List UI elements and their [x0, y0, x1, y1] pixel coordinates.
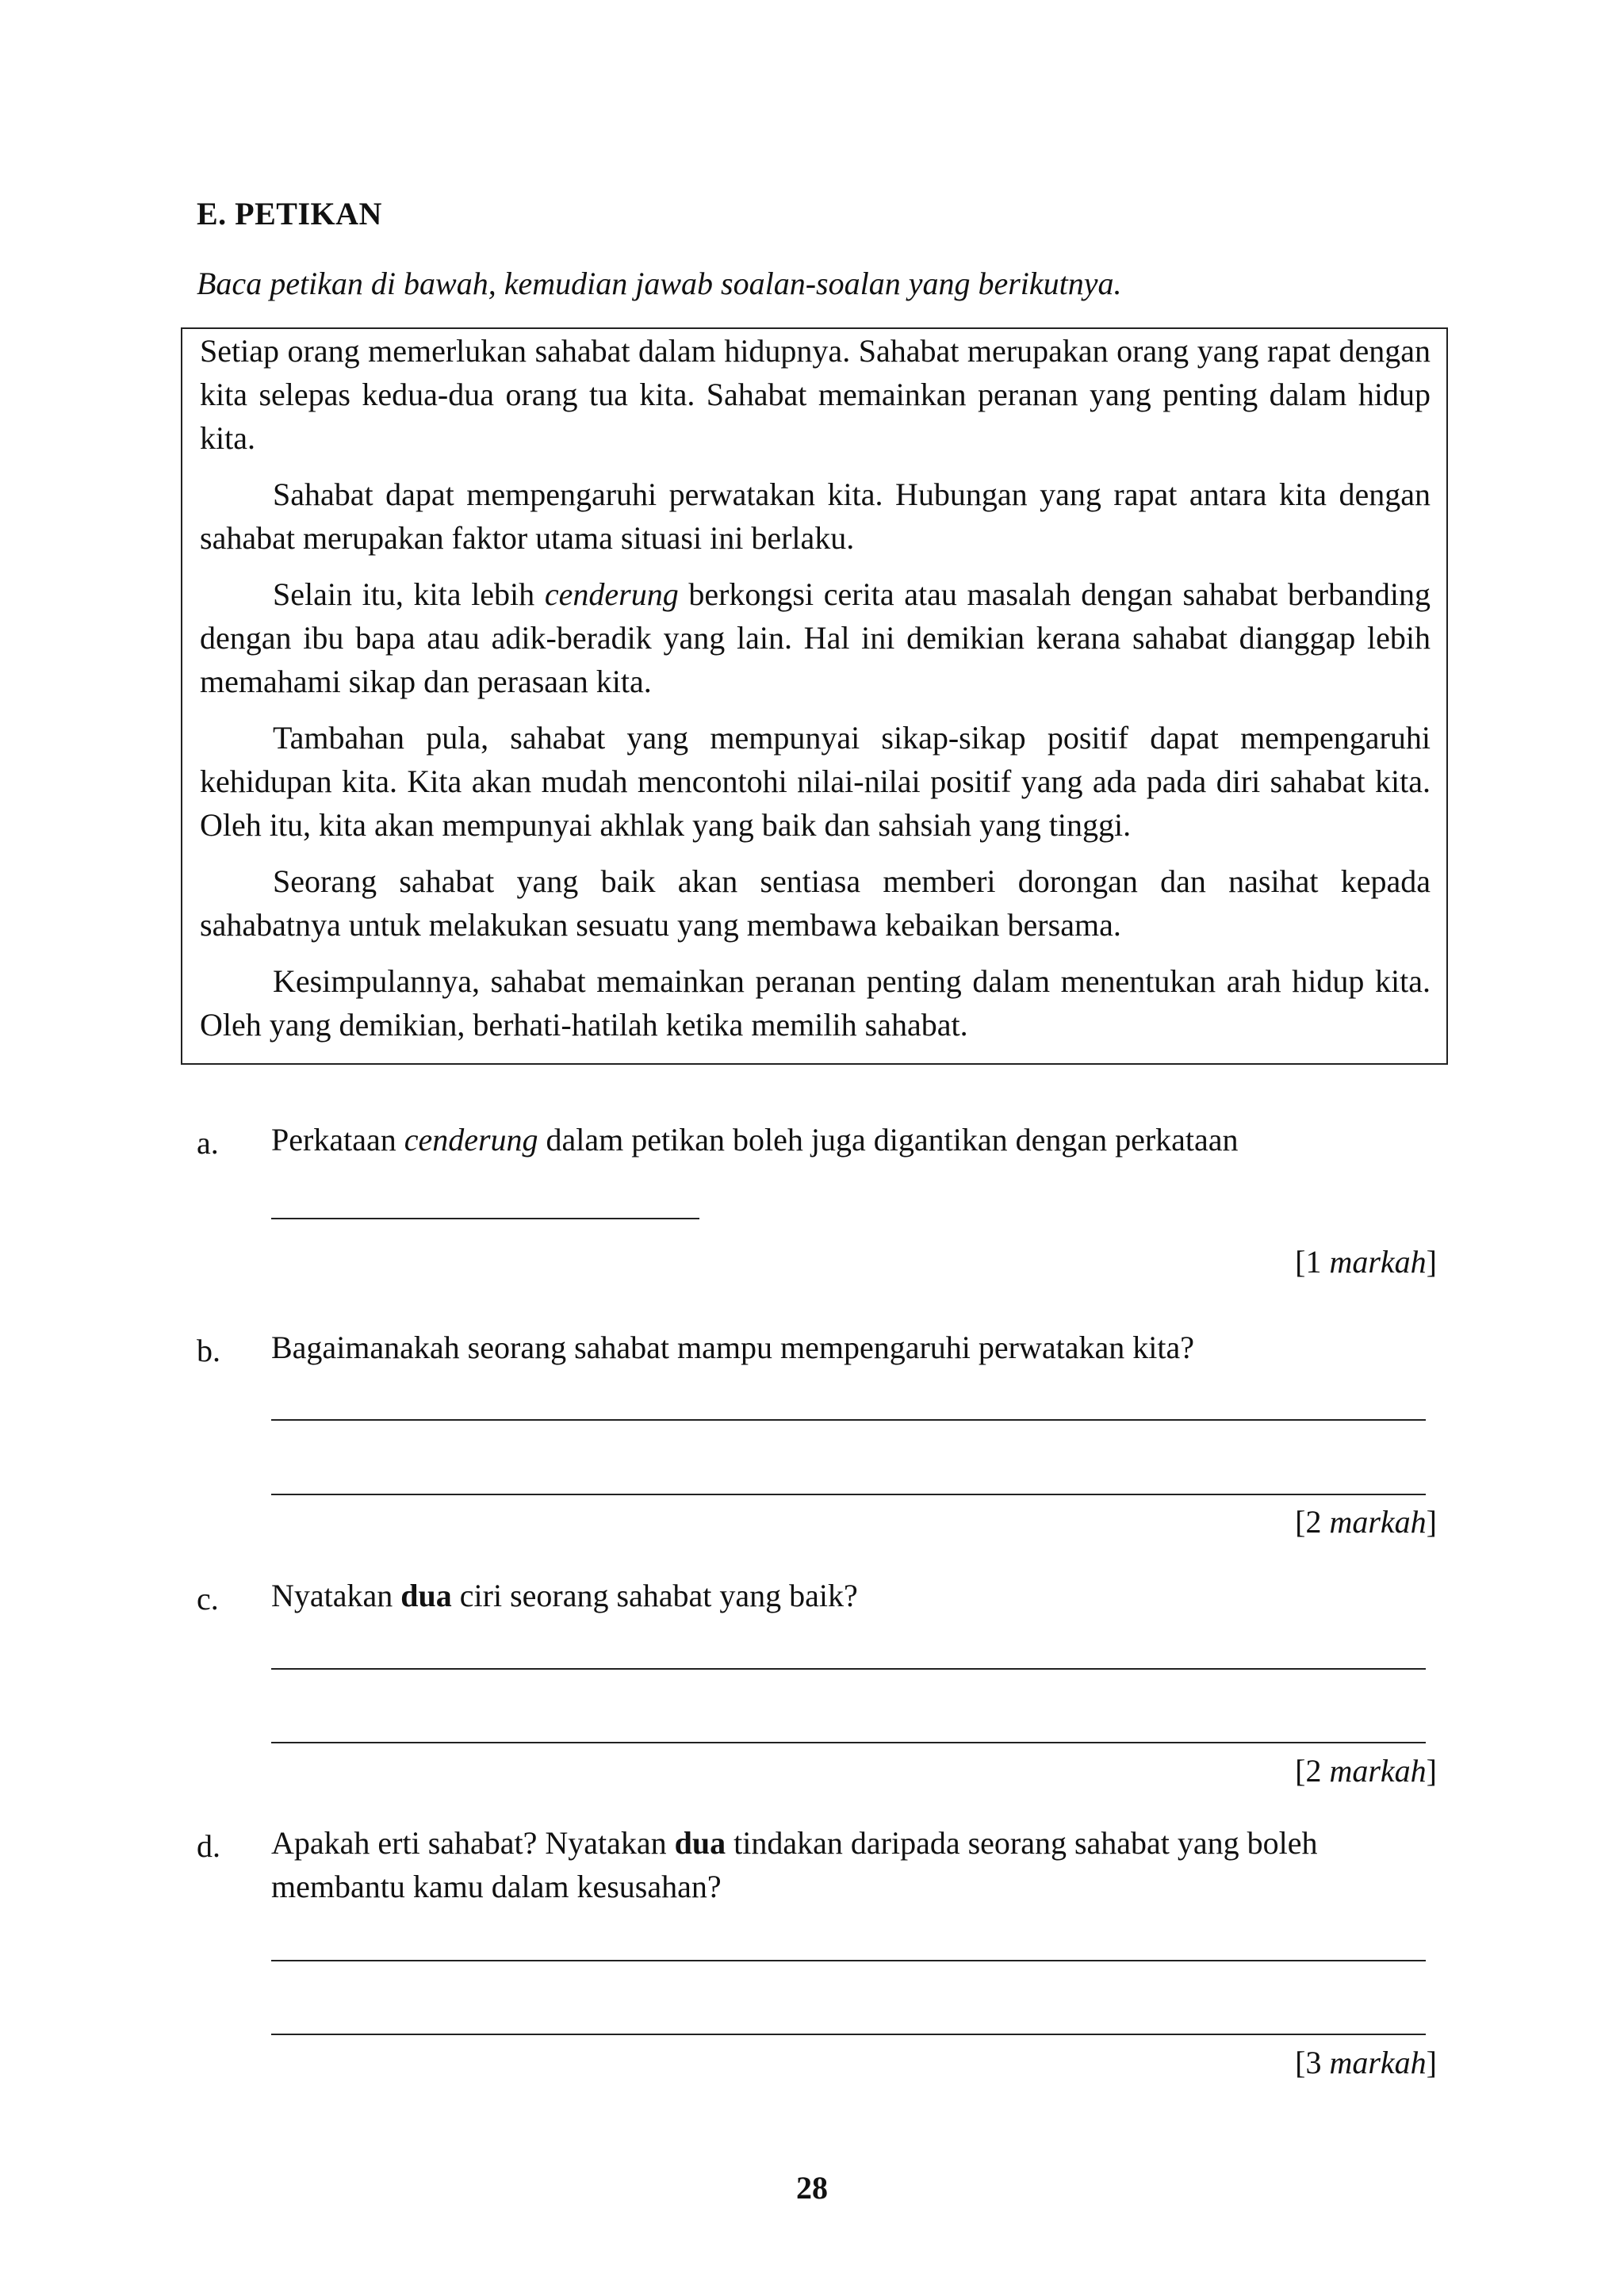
marks-close: ]: [1426, 1753, 1437, 1789]
question-a-marks: [1295, 1243, 1437, 1280]
marks-close: ]: [1426, 1244, 1437, 1280]
question-d-letter: d.: [197, 1828, 220, 1864]
question-d-text: [271, 1821, 1397, 1908]
marks-word: markah: [1329, 1504, 1427, 1540]
passage-paragraph-5: Seorang sahabat yang baik akan sentiasa memberi dorongan dan nasihat kepada sahabatnya untuk melakukan sesuatu yang membawa kebaikan bersama.: [200, 863, 1431, 943]
question-d-answer-line-1[interactable]: [271, 1960, 1426, 1961]
question-c-text-after: ciri seorang sahabat yang baik?: [451, 1578, 858, 1613]
question-c-answer-line-2[interactable]: [271, 1742, 1426, 1743]
question-a-keyword: cenderung: [404, 1122, 538, 1158]
question-d-text-before: Apakah erti sahabat? Nyatakan: [271, 1825, 675, 1861]
passage-paragraph-3: [200, 572, 1431, 703]
question-c-bold-dua: dua: [400, 1578, 452, 1613]
question-b-letter: b.: [197, 1333, 220, 1368]
marks-word: markah: [1329, 1244, 1427, 1280]
passage-p3-after: berkongsi cerita atau masalah dengan sahabat berbanding dengan ibu bapa atau adik-beradik yang lain. Hal ini demikian kerana sahabat dianggap lebih memahami sikap dan perasaan kita.: [200, 576, 1431, 699]
marks-open: [2: [1295, 1504, 1330, 1540]
marks-word: markah: [1329, 2045, 1427, 2080]
marks-close: ]: [1426, 2045, 1437, 2080]
question-c-marks: [1295, 1752, 1437, 1789]
question-a-answer-line[interactable]: [271, 1218, 699, 1219]
passage-paragraph-6: Kesimpulannya, sahabat memainkan peranan penting dalam menentukan arah hidup kita. Oleh yang demikian, berhati-hatilah ketika memilih sahabat.: [200, 963, 1431, 1043]
marks-open: [1: [1295, 1244, 1330, 1280]
question-d-bold-dua: dua: [674, 1825, 726, 1861]
question-d-answer-line-2[interactable]: [271, 2034, 1426, 2035]
marks-word: markah: [1329, 1753, 1427, 1789]
marks-open: [2: [1295, 1753, 1330, 1789]
question-d-text-after: tindakan daripada seorang sahabat yang boleh membantu kamu dalam kesusahan?: [271, 1825, 1318, 1904]
question-b-answer-line-1[interactable]: [271, 1419, 1426, 1421]
question-b-text: Bagaimanakah seorang sahabat mampu mempengaruhi perwatakan kita?: [271, 1330, 1194, 1365]
question-a-letter: a.: [197, 1125, 219, 1161]
question-d-marks: [1295, 2044, 1437, 2081]
page-number: 28: [796, 2170, 828, 2206]
question-b-marks: [1295, 1503, 1437, 1540]
passage-box: [181, 327, 1448, 1065]
question-c-answer-line-1[interactable]: [271, 1668, 1426, 1670]
passage-paragraph-1: Setiap orang memerlukan sahabat dalam hidupnya. Sahabat merupakan orang yang rapat dengan kita selepas kedua-dua orang tua kita. Sahabat memainkan peranan yang penting dalam hidup kita.: [200, 333, 1431, 456]
passage-p3-before: Selain itu, kita lebih: [273, 576, 545, 612]
marks-open: [3: [1295, 2045, 1330, 2080]
section-title: E. PETIKAN: [197, 196, 382, 232]
passage-paragraph-4: Tambahan pula, sahabat yang mempunyai sikap-sikap positif dapat mempengaruhi kehidupan kita. Kita akan mudah mencontohi nilai-nilai positif yang ada pada diri sahabat kita. Oleh itu, kita akan mempunyai akhlak yang baik dan sahsiah yang tinggi.: [200, 720, 1431, 843]
question-a-text-before: Perkataan: [271, 1122, 404, 1158]
passage-keyword-cenderung: cenderung: [544, 576, 679, 612]
question-a-text-after: dalam petikan boleh juga digantikan dengan perkataan: [538, 1122, 1239, 1158]
passage-paragraph-2: Sahabat dapat mempengaruhi perwatakan kita. Hubungan yang rapat antara kita dengan sahabat merupakan faktor utama situasi ini berlaku.: [200, 476, 1431, 556]
marks-close: ]: [1426, 1504, 1437, 1540]
question-b-answer-line-2[interactable]: [271, 1494, 1426, 1495]
instruction-text: Baca petikan di bawah, kemudian jawab soalan-soalan yang berikutnya.: [197, 266, 1122, 301]
question-c-text: [271, 1574, 1437, 1617]
question-c-text-before: Nyatakan: [271, 1578, 401, 1613]
question-c-letter: c.: [197, 1581, 219, 1617]
question-a-text: [271, 1118, 1437, 1161]
